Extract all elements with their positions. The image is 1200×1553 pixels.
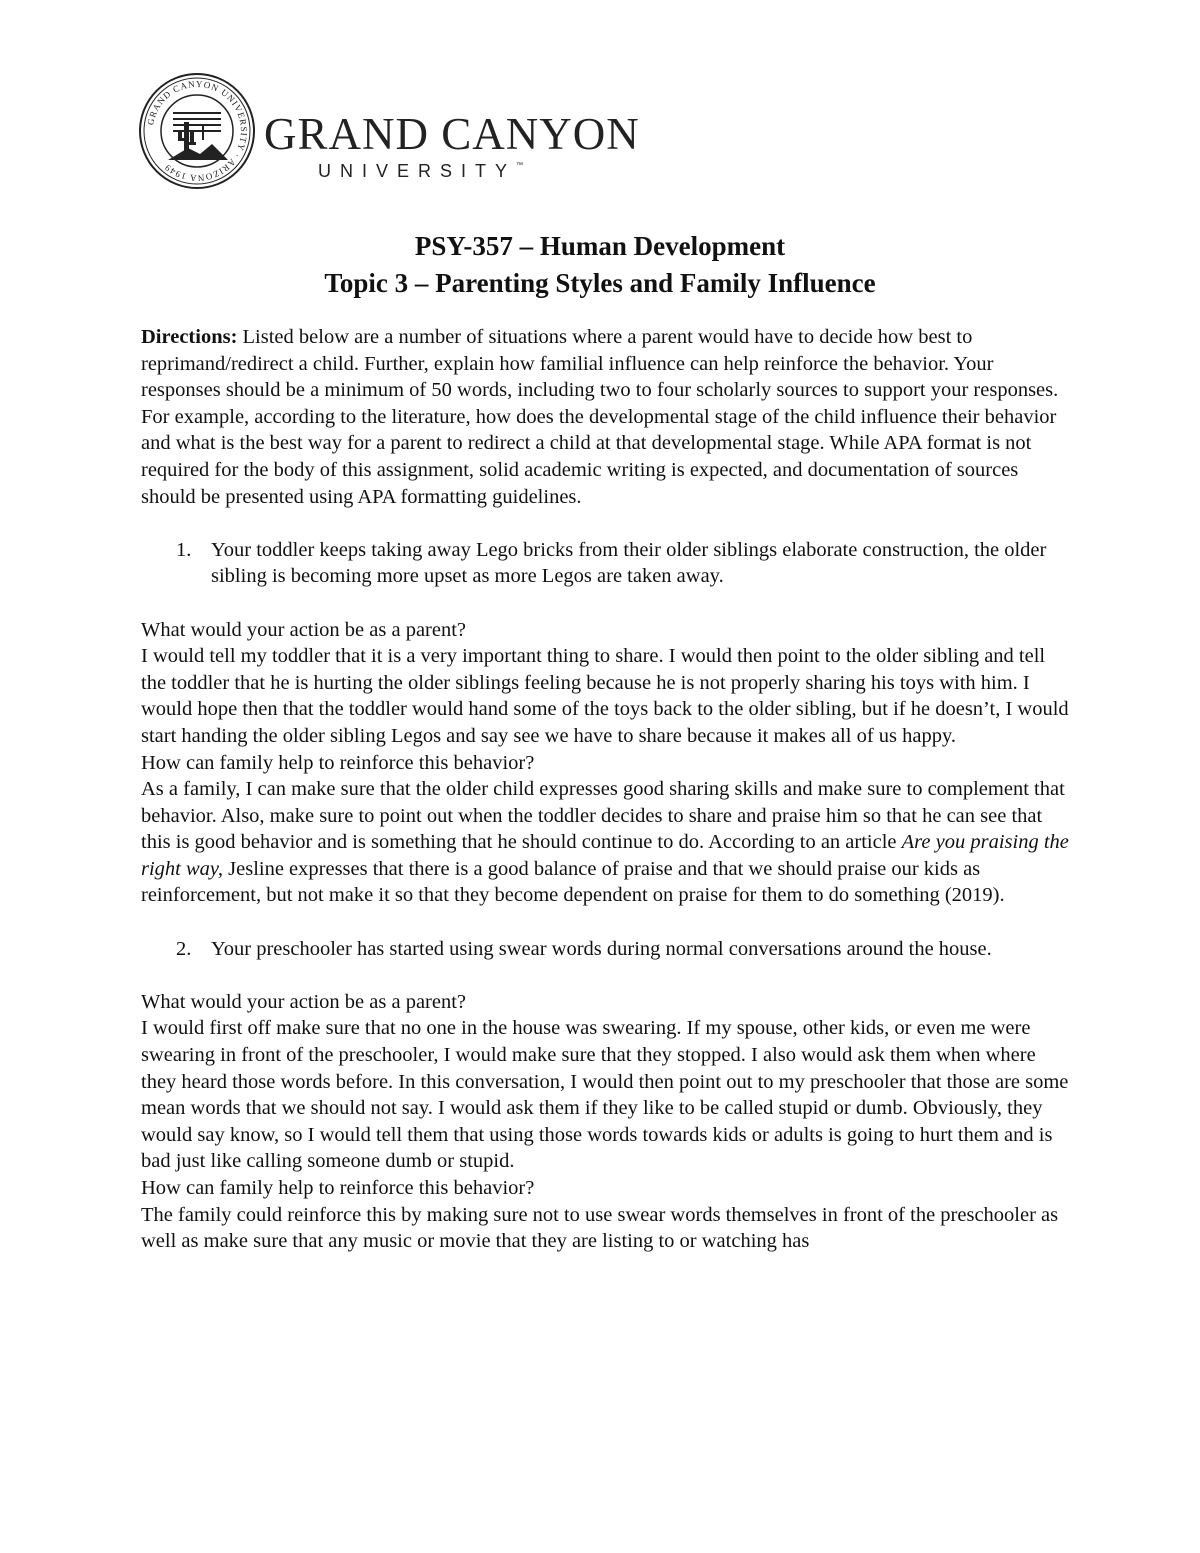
document-header — [0, 228, 1200, 302]
situation-2-action-answer: I would first off make sure that no one in the house was swearing. If my spouse, other kids, or even me were swearing in front of the preschooler, I would make sure that they stopped. I also would ask them when where they heard those words before. In this conversation, I would then point out to my preschooler that those are some mean words that we should not say. I would ask them if they like to be called stupid or dumb. Obviously, they would say know, so I would tell them that using those words towards kids or adults is going to hurt them and is bad just like calling someone dumb or stupid. — [141, 1017, 1069, 1173]
directions-text: Listed below are a number of situations where a parent would have to decide how best to reprimand/redirect a child. Further, explain how familial influence can help reinforce the behavior. Your responses should be a minimum of 50 words, including two to four scholarly sources to support your responses. For example, according to the literature, how does the developmental stage of the child influence their behavior and what is the best way for a parent to redirect a child at that developmental stage. While APA format is not required for the body of this assignment, solid academic writing is expected, and documentation of sources should be presented using APA formatting guidelines. — [141, 326, 1059, 508]
course-title: PSY-357 – Human Development — [414, 231, 786, 261]
wordmark-subtitle-text: UNIVERSITY — [318, 161, 517, 181]
spacer — [141, 590, 1071, 617]
seal-text: GRAND CANYON UNIVERSITY · ARIZONA 1949 — [145, 78, 250, 184]
situation-2-family-answer: The family could reinforce this by making sure not to use swear words themselves in front of the preschooler as well as make sure that any music or movie that they are listing to or watching has — [141, 1203, 1059, 1253]
situation-1-text: Your toddler keeps taking away Lego bricks from their older siblings elaborate construction, the older sibling is becoming more upset as more Legos are taken away. — [211, 538, 1047, 588]
situation-1-family-question: How can family help to reinforce this behavior? — [141, 751, 535, 774]
article-title: Are you praising the right way, — [141, 831, 1069, 880]
situation-1-action-answer: I would tell my toddler that it is a very important thing to share. I would then point to the older sibling and tell the toddler that he is hurting the older siblings feeling because he is not properly sharing his toys with him. I would hope then that the toddler would hand some of the toys back to the older sibling, but if he doesn’t, I would start handing the older sibling Legos and say see we have to share because it makes all of us happy. — [141, 645, 1069, 747]
spacer — [141, 510, 1071, 537]
situation-2-number: 2. — [176, 937, 192, 960]
situation-2-text: Your preschooler has started using swear words during normal conversations around the house. — [211, 937, 992, 960]
spacer — [141, 962, 1071, 989]
situation-1-family-answer — [141, 776, 1071, 909]
situation-2-action-question: What would your action be as a parent? — [141, 990, 467, 1013]
wordmark-title: GRAND CANYON — [264, 109, 640, 159]
situation-2-family-question: How can family help to reinforce this behavior? — [141, 1177, 535, 1199]
topic-title: Topic 3 – Parenting Styles and Family Influence — [324, 268, 876, 298]
trademark-symbol: ™ — [516, 162, 524, 169]
situation-1-action-question: What would your action be as a parent? — [141, 618, 467, 641]
document-body — [141, 324, 1071, 1255]
university-seal-icon — [138, 72, 256, 190]
situation-1-family-answer-part2: Jesline expresses that there is a good balance of praise and that we should praise our kids as reinforcement, but not make it so that they become dependent on praise for them to do something (2019). — [141, 857, 1005, 907]
situation-2-prompt — [141, 936, 1071, 963]
situation-1-prompt — [141, 537, 1071, 590]
directions-paragraph — [141, 324, 1071, 510]
situation-1-number: 1. — [176, 538, 192, 561]
wordmark-subtitle — [318, 162, 523, 180]
university-logo — [138, 72, 640, 192]
directions-label: Directions: — [141, 326, 238, 348]
spacer — [141, 909, 1071, 936]
situation-1-family-answer-part1: As a family, I can make sure that the older child expresses good sharing skills and make sure to complement that behavior. Also, make sure to point out when the toddler decides to share and praise him so that he can see that this is good behavior and is something that he should continue to do. According to an article — [141, 778, 1065, 854]
